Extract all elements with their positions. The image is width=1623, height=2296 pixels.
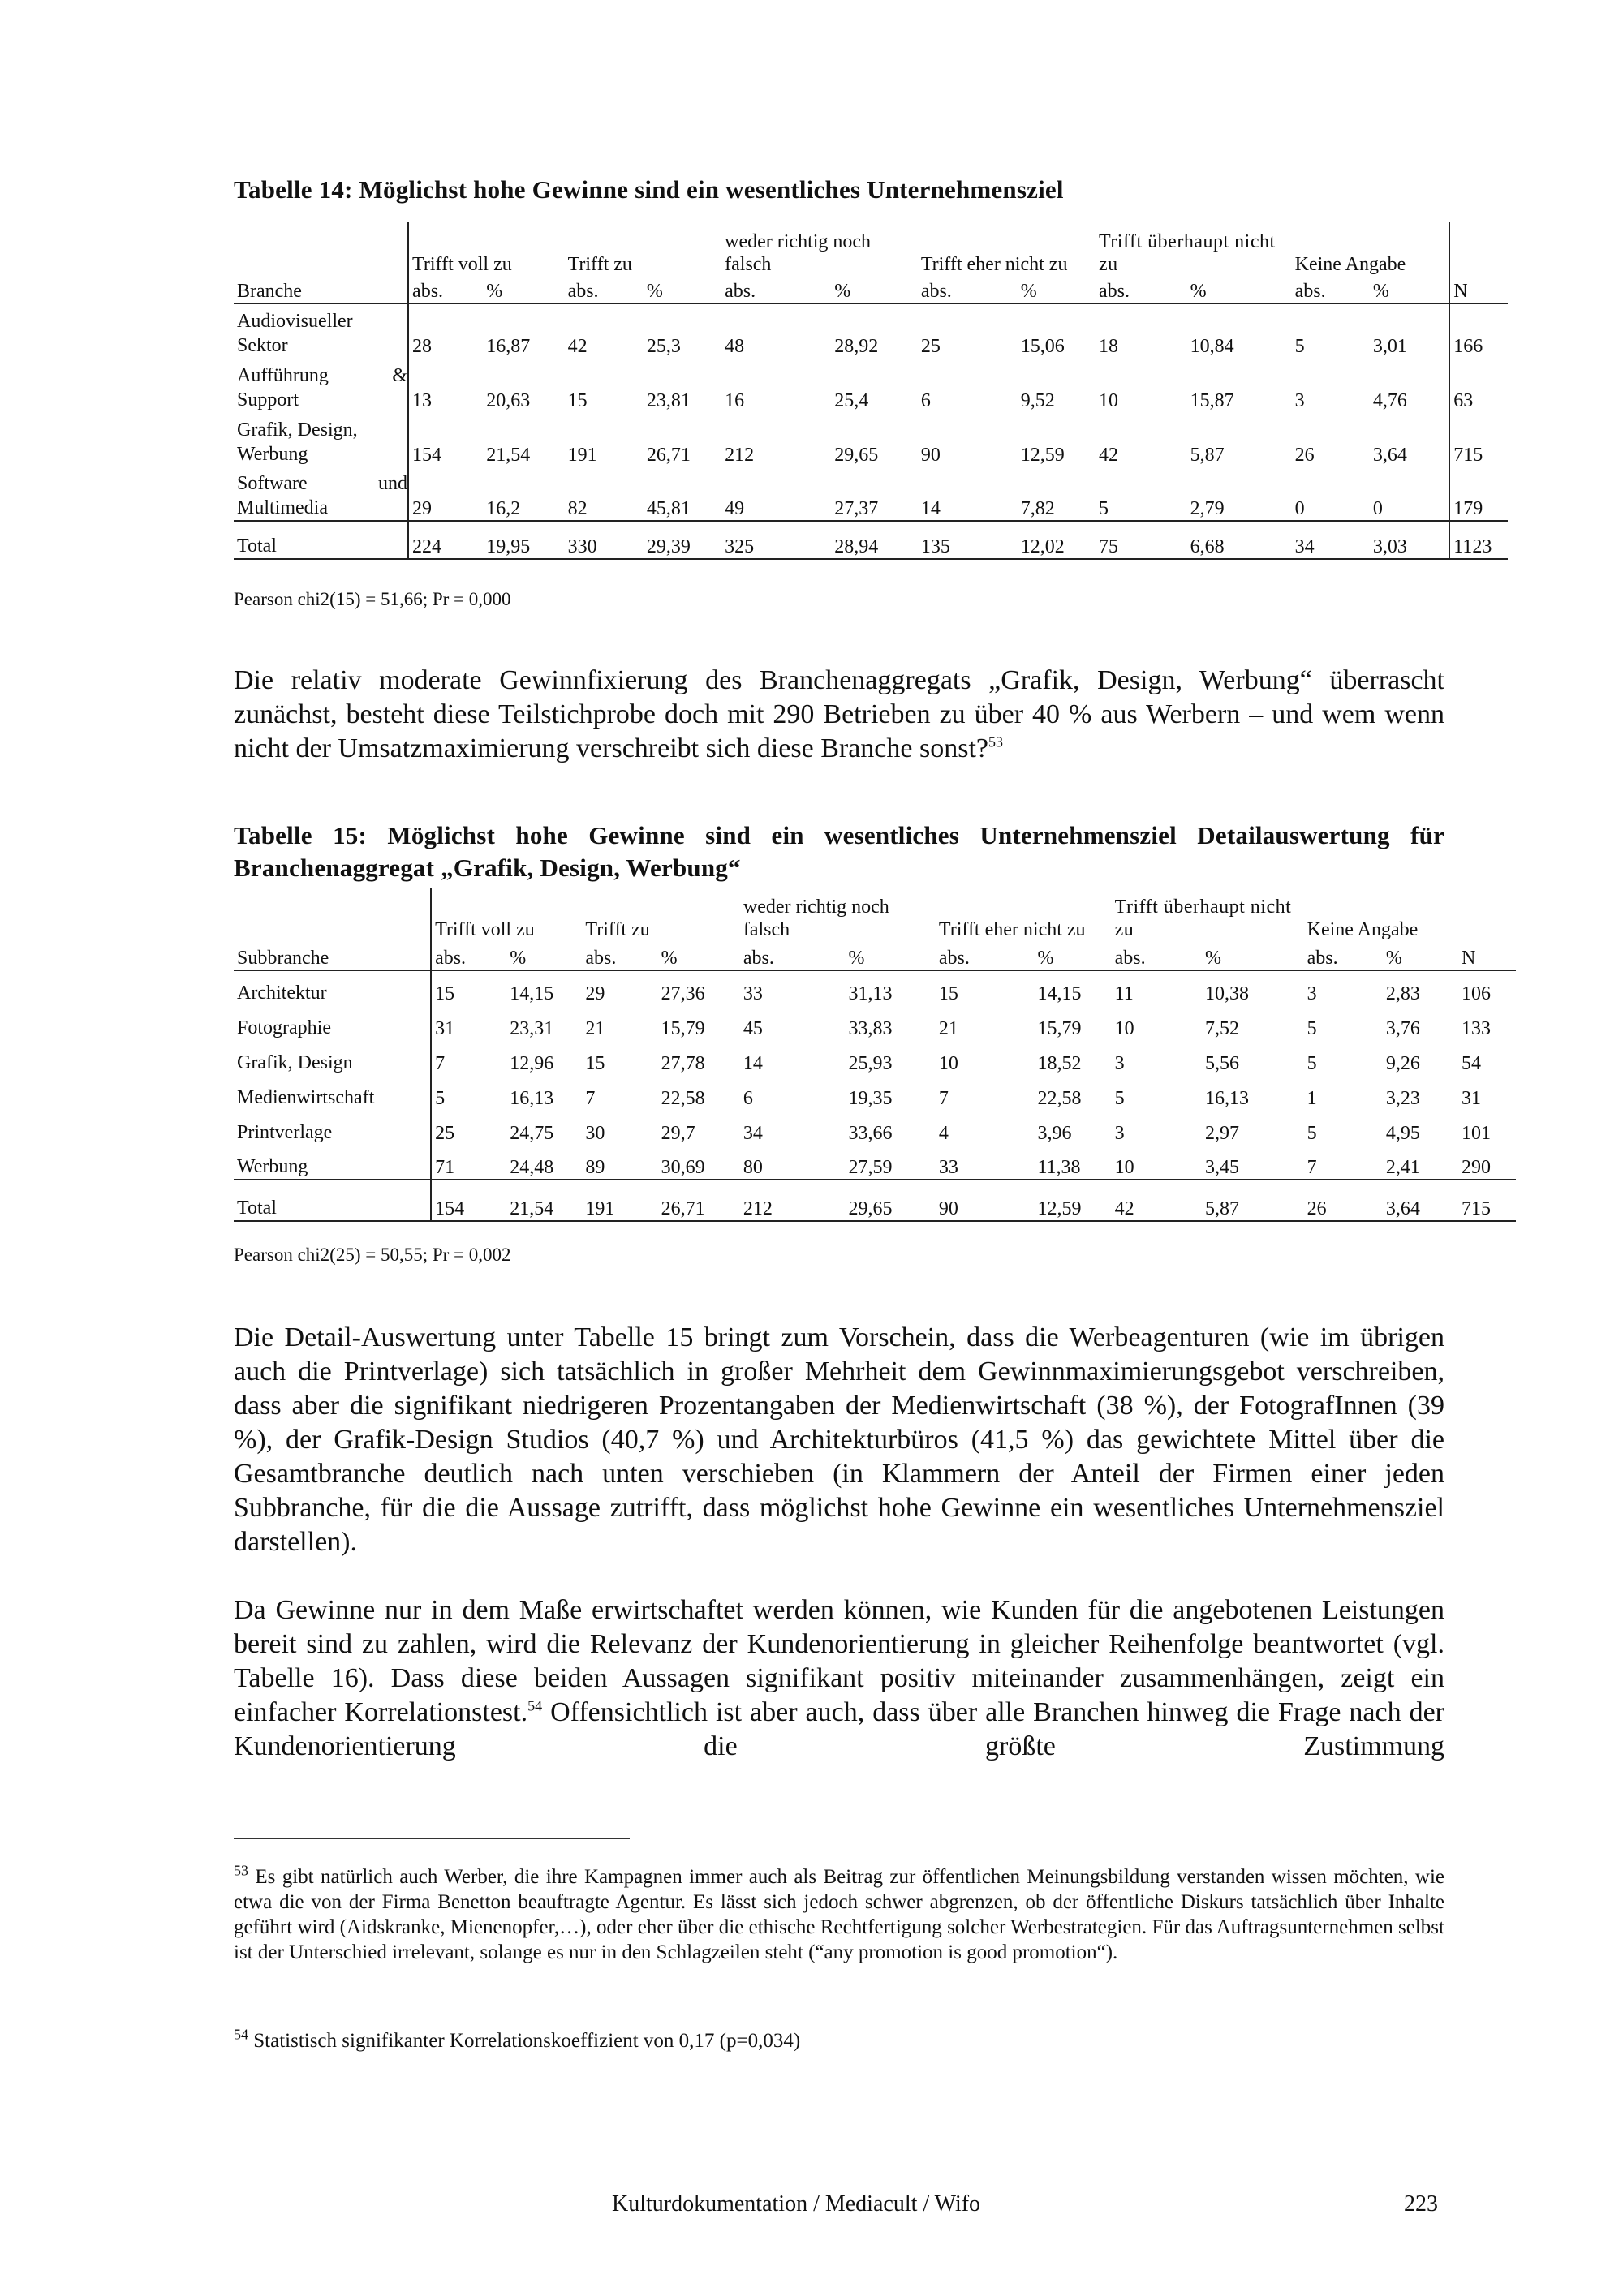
cell-abs: 42 (567, 336, 588, 357)
cell-pct: 3,96 (1037, 1123, 1072, 1144)
cell-abs: 34 (1292, 530, 1370, 559)
cell-pct: 21,54 (506, 1189, 582, 1221)
cell-pct: 10,38 (1205, 983, 1250, 1004)
cell-abs: 25 (920, 336, 941, 357)
table-row (234, 970, 1516, 1005)
cell-n: 106 (1462, 983, 1492, 1004)
cell-abs: 7 (431, 1040, 506, 1075)
cell-pct: 9,52 (1020, 390, 1055, 411)
cell-abs: 212 (740, 1189, 846, 1221)
unit-pct: % (1370, 276, 1449, 303)
cell-pct: 21,54 (486, 445, 531, 466)
cell-pct: 33,83 (848, 1018, 893, 1039)
paragraph-3 (234, 1593, 1444, 1764)
table-row (234, 303, 1508, 358)
cell-pct: 16,2 (483, 467, 564, 521)
cell-n: 63 (1449, 358, 1508, 412)
cell-abs: 10 (1098, 390, 1118, 411)
cell-abs: 191 (582, 1189, 657, 1221)
cell-abs: 75 (1096, 530, 1187, 559)
unit-pct: % (506, 941, 582, 970)
cell-pct: 0 (1370, 467, 1449, 521)
table15-caption: Tabelle 15: Möglichst hohe Gewinne sind ein wesentliches Unternehmensziel Detailauswertung für Branchenaggregat „Grafik, Design, Werbung“ (234, 821, 1444, 882)
cell-abs: 6 (920, 390, 931, 411)
cell-n: 166 (1449, 303, 1508, 358)
cell-pct: 3,64 (1372, 445, 1407, 466)
cell-pct: 23,31 (510, 1018, 554, 1039)
cell-abs: 3 (1294, 390, 1305, 411)
table-row (234, 1005, 1516, 1040)
cell-abs: 89 (582, 1145, 657, 1180)
page-number: 223 (1404, 2191, 1438, 2216)
cell-abs: 15 (938, 983, 958, 1004)
cell-abs: 14 (743, 1053, 763, 1074)
cell-pct: 33,66 (848, 1123, 893, 1144)
cell-abs: 330 (565, 530, 644, 559)
footnote-ref-53: 53 (988, 733, 1003, 750)
cell-abs: 0 (1292, 467, 1370, 521)
cell-pct: 14,15 (510, 983, 554, 1004)
cell-abs: 26 (1304, 1189, 1383, 1221)
row-label: Werbung (234, 1145, 431, 1180)
table14-label-header: Branche (234, 276, 408, 303)
cell-pct: 5,87 (1202, 1189, 1304, 1221)
unit-pct: % (483, 276, 564, 303)
cell-abs: 29 (408, 467, 483, 521)
cell-abs: 1 (1307, 1088, 1317, 1109)
cell-abs: 4 (938, 1123, 949, 1144)
cell-pct: 3,03 (1370, 530, 1449, 559)
cell-pct: 4,95 (1385, 1123, 1420, 1144)
table14-caption: Tabelle 14: Möglichst hohe Gewinne sind ein wesentliches Unternehmensziel (234, 175, 1064, 204)
cell-abs: 13 (408, 358, 483, 412)
table-row (234, 1040, 1516, 1075)
footnote-54 (234, 2028, 1444, 2053)
cell-abs: 16 (725, 390, 745, 411)
paragraph-1 (234, 664, 1444, 766)
paragraph-3-text-cont: Offensichtlich ist aber auch, dass über alle Branchen hinweg die Frage nach der Kundenorientierung die größte Zustimmung (234, 1697, 1444, 1761)
cell-pct: 22,58 (1037, 1088, 1082, 1109)
cell-pct: 45,81 (644, 467, 721, 521)
cell-abs: 5 (1114, 1088, 1125, 1109)
footnote-separator (234, 1838, 630, 1839)
n-header: N (1449, 276, 1508, 303)
table15-header-row (234, 888, 1516, 941)
paragraph-2: Die Detail-Auswertung unter Tabelle 15 bringt zum Vorschein, dass die Werbeagenturen (wie im übrigen auch die Printverlage) sich tatsächlich in großer Mehrheit dem Gewinnmaximierungsgebot verschreiben, dass aber die signifikant niedrigeren Prozentangaben der Medienwirtschaft (38 %), der FotografInnen (39 %), der Grafik-Design Studios (40,7 %) und Architekturbüros (41,5 %) das gewichtete Mittel über die Gesamtbranche deutlich nach unten verschieben (in Klammern der Anteil der Firmen einer jeden Subbranche, für die die Aussage zutrifft, dass möglichst hohe Gewinne ein wesentliches Unternehmensziel darstellen). (234, 1322, 1444, 1557)
cell-abs: 3 (1114, 1053, 1125, 1074)
row-label: Aufführung & Support (237, 365, 408, 411)
table-row (234, 467, 1508, 521)
table-row (234, 1145, 1516, 1180)
cell-n: 31 (1462, 1088, 1482, 1109)
table-total-row (234, 1189, 1516, 1221)
cell-abs: 71 (431, 1145, 506, 1180)
cell-abs: 34 (743, 1123, 763, 1144)
table-row (234, 1110, 1516, 1145)
unit-pct: % (658, 941, 740, 970)
table14-col-header: Trifft überhaupt nicht zu (1098, 231, 1276, 275)
cell-abs: 18 (1098, 336, 1118, 357)
cell-pct: 29,39 (644, 530, 721, 559)
cell-pct: 27,78 (661, 1053, 705, 1074)
cell-pct: 12,96 (510, 1053, 554, 1074)
row-label: Grafik, Design, Werbung (237, 419, 358, 465)
table-row (234, 358, 1508, 412)
cell-abs: 80 (740, 1145, 846, 1180)
cell-pct: 15,79 (661, 1018, 705, 1039)
cell-pct: 18,52 (1037, 1053, 1082, 1074)
cell-n: 54 (1462, 1053, 1482, 1074)
cell-pct: 24,48 (506, 1145, 582, 1180)
cell-abs: 33 (936, 1145, 1035, 1180)
unit-abs: abs. (740, 941, 846, 970)
table14-units-row (234, 276, 1508, 303)
cell-abs: 5 (1307, 1053, 1317, 1074)
unit-pct: % (1034, 941, 1111, 970)
cell-abs: 25 (431, 1110, 506, 1145)
cell-pct: 27,59 (845, 1145, 935, 1180)
cell-abs: 28 (408, 303, 483, 358)
cell-abs: 90 (920, 445, 941, 466)
table15-col-header: Trifft voll zu (431, 888, 582, 941)
cell-abs: 15 (567, 390, 588, 411)
cell-abs: 29 (585, 983, 605, 1004)
cell-pct: 3,23 (1385, 1088, 1420, 1109)
footnote-ref-54: 54 (527, 1697, 543, 1714)
total-label: Total (234, 1189, 431, 1221)
cell-abs: 48 (725, 336, 745, 357)
unit-abs: abs. (936, 941, 1035, 970)
paragraph-3-text: Da Gewinne nur in dem Maße erwirtschaftet werden können, wie Kunden für die angebotenen Leistungen bereit sind zu zahlen, wird die Relevanz der Kundenorientierung in gleicher Reihenfolge beantwortet (vgl. Tabelle 16). Dass diese beiden Aussagen signifikant positiv miteinander zusammenhängen, zeigt ein einfacher Korrelationstest. (234, 1595, 1444, 1727)
cell-pct: 25,3 (646, 336, 681, 357)
cell-pct: 16,13 (1205, 1088, 1250, 1109)
cell-pct: 14,15 (1037, 983, 1082, 1004)
cell-pct: 10,84 (1190, 336, 1234, 357)
cell-abs: 7 (938, 1088, 949, 1109)
table15-col-header: Trifft eher nicht zu (938, 919, 1086, 940)
footnote-number: 53 (234, 1862, 248, 1879)
cell-pct: 22,58 (661, 1088, 705, 1109)
table15-col-header: Keine Angabe (1307, 919, 1419, 940)
cell-pct: 15,87 (1190, 390, 1234, 411)
cell-abs: 15 (585, 1053, 605, 1074)
table14-col-header: Keine Angabe (1294, 254, 1406, 275)
cell-abs: 11 (1114, 983, 1134, 1004)
row-label: Medienwirtschaft (237, 1087, 375, 1108)
cell-abs: 135 (918, 530, 1018, 559)
paragraph-1-text: Die relativ moderate Gewinnfixierung des Branchenaggregats „Grafik, Design, Werbung“ überrascht zunächst, besteht diese Teilstichprobe doch mit 290 Betrieben zu über 40 % aus Werbern – und wem wenn nicht der Umsatzmaximierung verschreibt sich diese Branche sonst? (234, 665, 1444, 763)
table-total-row (234, 530, 1508, 559)
cell-pct: 3,01 (1372, 336, 1407, 357)
cell-abs: 42 (1112, 1189, 1202, 1221)
spacer-row (234, 1180, 1516, 1189)
table-row (234, 412, 1508, 467)
table15-col-header: Trifft zu (585, 919, 650, 940)
cell-abs: 325 (721, 530, 831, 559)
cell-abs: 10 (938, 1053, 958, 1074)
unit-pct: % (644, 276, 721, 303)
cell-pct: 7,52 (1205, 1018, 1240, 1039)
cell-pct: 20,63 (486, 390, 531, 411)
cell-pct: 12,59 (1020, 445, 1065, 466)
cell-pct: 15,06 (1020, 336, 1065, 357)
footnote-text: Es gibt natürlich auch Werber, die ihre Kampagnen immer auch als Beitrag zur öffentlichen Meinungsbildung verstanden wissen möchten, wie etwa die von der Firma Benetton beauftragte Agentur. Es lässt sich jedoch schwer abgrenzen, ob der öffentliche Diskurs tatsächlich über Inhalte geführt wird (Aidskranke, Mienenopfer,…), oder eher über die ethische Rechtfertigung solcher Werbestrategien. Für das Auftragsunternehmen selbst ist der Unterschied irrelevant, solange es nur in den Schlagzeilen steht (“any promotion is good promotion“). (234, 1866, 1444, 1963)
table15-col-header: weder richtig noch falsch (743, 896, 889, 940)
cell-pct: 30,69 (658, 1145, 740, 1180)
cell-pct: 25,4 (834, 390, 869, 411)
cell-pct: 27,37 (831, 467, 918, 521)
cell-pct: 27,36 (661, 983, 705, 1004)
cell-pct: 12,59 (1034, 1189, 1111, 1221)
cell-abs: 5 (1307, 1123, 1317, 1144)
cell-abs: 10 (1114, 1018, 1134, 1039)
cell-abs: 7 (585, 1088, 596, 1109)
cell-abs: 5 (1294, 336, 1305, 357)
cell-pct: 29,65 (845, 1189, 935, 1221)
footnote-number: 54 (234, 2026, 248, 2043)
unit-abs: abs. (1096, 276, 1187, 303)
cell-abs: 21 (938, 1018, 958, 1039)
unit-pct: % (845, 941, 935, 970)
cell-abs: 14 (918, 467, 1018, 521)
cell-abs: 49 (721, 467, 831, 521)
unit-abs: abs. (431, 941, 506, 970)
unit-abs: abs. (721, 276, 831, 303)
spacer-row (234, 521, 1508, 530)
cell-abs: 26 (1294, 445, 1315, 466)
table14-col-header: weder richtig noch falsch (725, 231, 872, 275)
cell-abs: 7 (1304, 1145, 1383, 1180)
cell-n: 133 (1462, 1018, 1492, 1039)
cell-n: 290 (1458, 1145, 1516, 1180)
table14-col-header: Trifft voll zu (408, 222, 565, 276)
table14-header-row (234, 222, 1508, 276)
cell-pct: 25,93 (848, 1053, 893, 1074)
cell-n: 1123 (1449, 530, 1508, 559)
cell-abs: 154 (431, 1189, 506, 1221)
cell-pct: 4,76 (1372, 390, 1407, 411)
cell-pct: 19,35 (848, 1088, 893, 1109)
cell-pct: 3,64 (1383, 1189, 1458, 1221)
cell-pct: 7,82 (1018, 467, 1096, 521)
page-footer-source: Kulturdokumentation / Mediacult / Wifo (612, 2191, 981, 2216)
n-header: N (1458, 941, 1516, 970)
cell-pct: 2,97 (1205, 1123, 1240, 1144)
cell-pct: 19,95 (483, 530, 564, 559)
table14 (234, 222, 1508, 560)
unit-pct: % (1018, 276, 1096, 303)
cell-abs: 21 (585, 1018, 605, 1039)
unit-pct: % (1383, 941, 1458, 970)
table15 (234, 888, 1516, 1222)
cell-pct: 11,38 (1034, 1145, 1111, 1180)
cell-pct: 16,13 (510, 1088, 554, 1109)
cell-abs: 5 (431, 1075, 506, 1110)
cell-abs: 191 (567, 445, 597, 466)
cell-abs: 6 (743, 1088, 753, 1109)
cell-pct: 28,94 (831, 530, 918, 559)
table15-stat: Pearson chi2(25) = 50,55; Pr = 0,002 (234, 1245, 511, 1265)
cell-pct: 26,71 (646, 445, 691, 466)
cell-abs: 3 (1114, 1123, 1125, 1144)
cell-abs: 154 (408, 412, 483, 467)
cell-pct: 3,76 (1385, 1018, 1420, 1039)
cell-pct: 2,79 (1187, 467, 1292, 521)
cell-pct: 12,02 (1018, 530, 1096, 559)
cell-abs: 31 (431, 1005, 506, 1040)
cell-pct: 29,65 (834, 445, 879, 466)
cell-pct: 28,92 (834, 336, 879, 357)
cell-pct: 3,45 (1202, 1145, 1304, 1180)
unit-pct: % (1202, 941, 1304, 970)
footnote-53 (234, 1864, 1444, 1965)
cell-pct: 2,41 (1383, 1145, 1458, 1180)
unit-abs: abs. (1292, 276, 1370, 303)
cell-abs: 224 (408, 530, 483, 559)
cell-abs: 45 (743, 1018, 763, 1039)
cell-pct: 15,79 (1037, 1018, 1082, 1039)
cell-pct: 2,83 (1385, 983, 1420, 1004)
cell-abs: 10 (1112, 1145, 1202, 1180)
unit-abs: abs. (565, 276, 644, 303)
unit-pct: % (1187, 276, 1292, 303)
cell-abs: 5 (1307, 1018, 1317, 1039)
table15-col-header: Trifft überhaupt nicht zu (1114, 896, 1292, 940)
total-label: Total (234, 530, 408, 559)
table14-col-header: Trifft zu (567, 254, 632, 275)
cell-abs: 30 (585, 1123, 605, 1144)
row-label: Architektur (237, 982, 327, 1004)
unit-abs: abs. (1112, 941, 1202, 970)
cell-pct: 26,71 (658, 1189, 740, 1221)
unit-abs: abs. (582, 941, 657, 970)
cell-abs: 15 (431, 970, 506, 1005)
table14-col-header: Trifft eher nicht zu (920, 254, 1068, 275)
table-row (234, 1075, 1516, 1110)
cell-n: 101 (1462, 1123, 1492, 1144)
cell-pct: 5,87 (1190, 445, 1225, 466)
row-label: Software und Multimedia (234, 467, 408, 521)
table15-units-row (234, 941, 1516, 970)
row-label: Fotographie (237, 1017, 331, 1038)
row-label: Printverlage (237, 1122, 333, 1143)
cell-abs: 42 (1098, 445, 1118, 466)
row-label: Audiovisueller Sektor (237, 311, 353, 356)
table14-stat: Pearson chi2(15) = 51,66; Pr = 0,000 (234, 589, 511, 609)
cell-pct: 6,68 (1187, 530, 1292, 559)
table15-label-header: Subbranche (234, 941, 431, 970)
cell-n: 179 (1449, 467, 1508, 521)
footnote-text: Statistisch signifikanter Korrelationskoeffizient von 0,17 (p=0,034) (248, 2030, 801, 2052)
cell-pct: 29,7 (661, 1123, 695, 1144)
unit-abs: abs. (918, 276, 1018, 303)
row-label: Grafik, Design (237, 1052, 353, 1073)
cell-abs: 212 (725, 445, 755, 466)
cell-n: 715 (1449, 412, 1508, 467)
cell-abs: 5 (1096, 467, 1187, 521)
cell-abs: 33 (743, 983, 763, 1004)
cell-abs: 3 (1307, 983, 1317, 1004)
unit-abs: abs. (408, 276, 483, 303)
cell-abs: 82 (565, 467, 644, 521)
cell-pct: 23,81 (646, 390, 691, 411)
unit-pct: % (831, 276, 918, 303)
cell-pct: 9,26 (1385, 1053, 1420, 1074)
unit-abs: abs. (1304, 941, 1383, 970)
cell-pct: 5,56 (1205, 1053, 1240, 1074)
cell-pct: 31,13 (848, 983, 893, 1004)
cell-pct: 16,87 (486, 336, 531, 357)
cell-pct: 24,75 (510, 1123, 554, 1144)
cell-n: 715 (1458, 1189, 1516, 1221)
cell-abs: 90 (936, 1189, 1035, 1221)
